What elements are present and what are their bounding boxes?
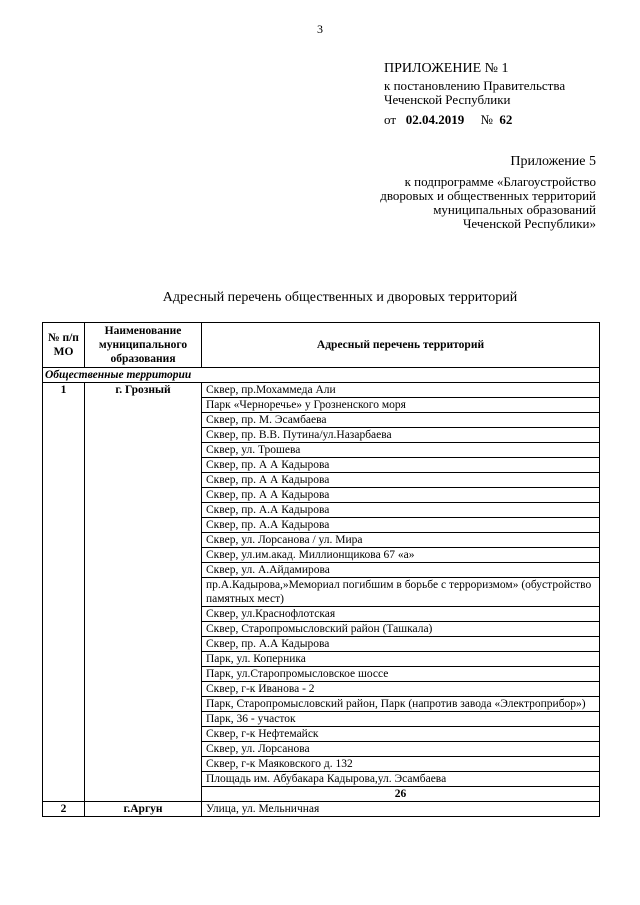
territory-address: Сквер, ул. Лорсанова bbox=[202, 742, 600, 757]
appendix1-date-line bbox=[384, 113, 634, 127]
resolution-number: 62 bbox=[499, 112, 513, 127]
table-row bbox=[43, 802, 600, 817]
territory-address: Сквер, пр. А.А Кадырова bbox=[202, 637, 600, 652]
territory-address: Сквер, г-к Маяковского д. 132 bbox=[202, 757, 600, 772]
table-header-row bbox=[43, 323, 600, 368]
territory-address: Парк, Старопромысловский район, Парк (напротив завода «Электроприбор») bbox=[202, 697, 600, 712]
territory-address: Площадь им. Абубакара Кадырова,ул. Эсамбаева bbox=[202, 772, 600, 787]
territory-address: Сквер, пр.Мохаммеда Али bbox=[202, 383, 600, 398]
page-number: 3 bbox=[317, 22, 323, 36]
territory-address: Сквер, ул. А.Айдамирова bbox=[202, 563, 600, 578]
territory-address: Сквер, пр. В.В. Путина/ул.Назарбаева bbox=[202, 428, 600, 443]
appendix5-block bbox=[276, 155, 596, 231]
territory-address: Сквер, ул.им.акад. Миллионщикова 67 «а» bbox=[202, 548, 600, 563]
territory-address: Сквер, г-к Нефтемайск bbox=[202, 727, 600, 742]
header-number: № п/п МО bbox=[43, 323, 85, 368]
municipality-name: г. Грозный bbox=[85, 383, 202, 802]
territory-address: Сквер, Старопромысловский район (Ташкала) bbox=[202, 622, 600, 637]
territory-address: пр.А.Кадырова,»Мемориал погибшим в борьбе с терроризмом» (обустройство памятных мест) bbox=[202, 578, 600, 607]
territory-address: Улица, ул. Мельничная bbox=[202, 802, 600, 817]
table-row bbox=[43, 383, 600, 398]
territory-address: Сквер, пр. А А Кадырова bbox=[202, 473, 600, 488]
section-row bbox=[43, 368, 600, 383]
header-municipality: Наименование муниципального образования bbox=[85, 323, 202, 368]
territory-address: Сквер, ул. Трошева bbox=[202, 443, 600, 458]
number-label: № bbox=[480, 112, 493, 127]
appendix5-title: Приложение 5 bbox=[510, 154, 596, 169]
territory-address: Парк, ул.Старопромысловское шоссе bbox=[202, 667, 600, 682]
appendix1-line2: Чеченской Республики bbox=[384, 92, 511, 107]
appendix1-line1: к постановлению Правительства bbox=[384, 78, 566, 93]
municipality-number: 1 bbox=[43, 383, 85, 802]
territory-address: Сквер, пр. А А Кадырова bbox=[202, 458, 600, 473]
territory-address: Сквер, пр. М. Эсамбаева bbox=[202, 413, 600, 428]
appendix5-line: муниципальных образований bbox=[433, 202, 596, 217]
territory-count: 26 bbox=[202, 787, 600, 802]
appendix5-line: дворовых и общественных территорий bbox=[380, 188, 596, 203]
appendix5-line: Чеченской Республики» bbox=[462, 216, 596, 231]
municipality-number: 2 bbox=[43, 802, 85, 817]
territories-table bbox=[42, 322, 600, 817]
territory-address: Сквер, ул. Лорсанова / ул. Мира bbox=[202, 533, 600, 548]
territory-address: Сквер, пр. А.А Кадырова bbox=[202, 503, 600, 518]
document-title: Адресный перечень общественных и дворовых территорий bbox=[162, 290, 518, 305]
territory-address: Сквер, г-к Иванова - 2 bbox=[202, 682, 600, 697]
territory-address: Сквер, пр. А.А Кадырова bbox=[202, 518, 600, 533]
appendix5-line: к подпрограмме «Благоустройство bbox=[404, 174, 596, 189]
appendix1-title: ПРИЛОЖЕНИЕ № 1 bbox=[384, 61, 509, 76]
from-label: от bbox=[384, 112, 397, 127]
appendix1-block bbox=[384, 62, 634, 127]
territory-address: Парк, 36 - участок bbox=[202, 712, 600, 727]
resolution-date: 02.04.2019 bbox=[405, 112, 465, 127]
table-body bbox=[43, 368, 600, 817]
territory-address: Парк, ул. Коперника bbox=[202, 652, 600, 667]
territory-address: Сквер, пр. А А Кадырова bbox=[202, 488, 600, 503]
territory-address: Сквер, ул.Краснофлотская bbox=[202, 607, 600, 622]
municipality-name: г.Аргун bbox=[85, 802, 202, 817]
header-address-list: Адресный перечень территорий bbox=[202, 323, 600, 368]
section-label: Общественные территории bbox=[43, 368, 600, 383]
territory-address: Парк «Черноречье» у Грозненского моря bbox=[202, 398, 600, 413]
